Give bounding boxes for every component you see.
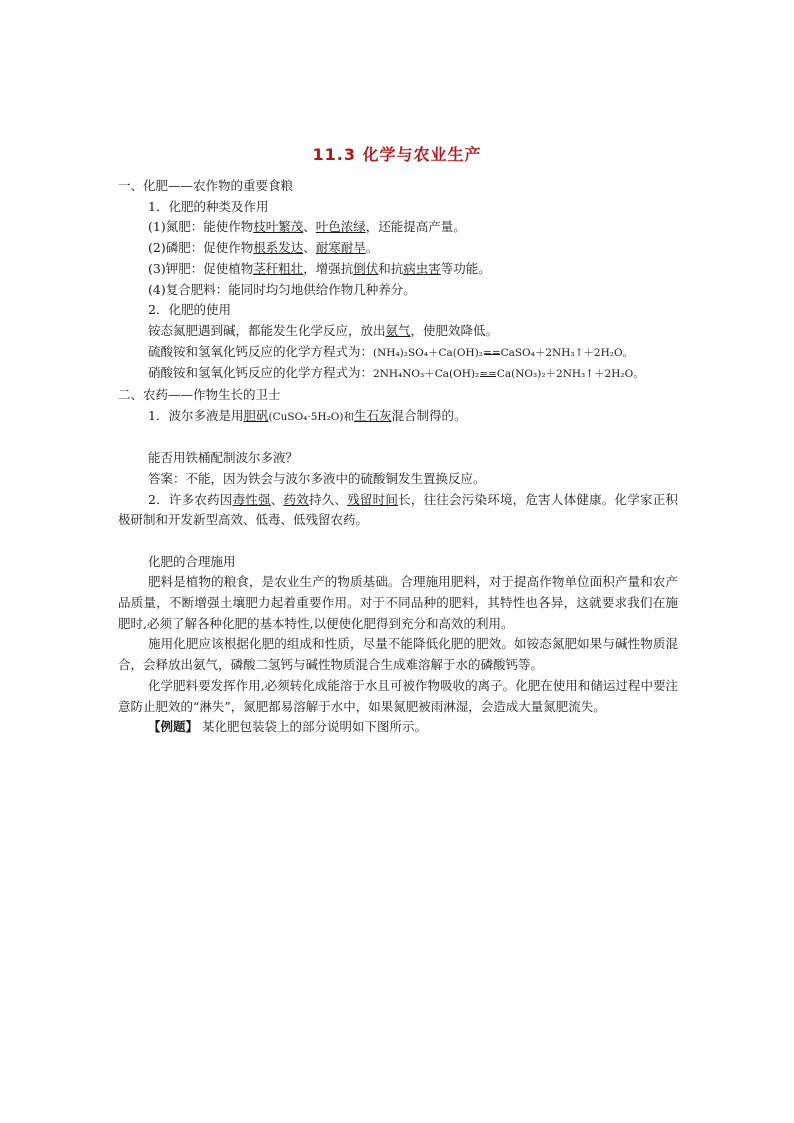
example-tag: 【例题】 [148, 719, 199, 735]
underline-answer: 耐寒耐旱 [315, 240, 366, 256]
answer-line: 答案：不能，因为铁会与波尔多液中的硫酸铜发生置换反应。 [148, 470, 486, 486]
underline-answer: 毒性强 [232, 491, 271, 507]
section-heading-rational-use: 化肥的合理施用 [148, 553, 236, 569]
underline-answer: 病虫害 [403, 260, 441, 276]
underline-answer: 茎秆粗壮 [253, 260, 304, 276]
line-phosphorus: (2)磷肥：促使作物根系发达、耐寒耐旱。 [148, 240, 379, 256]
line-bordeaux: 1．波尔多液是用胆矾(CuSO₄·5H₂O)和生石灰混合制得的。 [148, 407, 467, 423]
line-compound: (4)复合肥料：能同时均匀地供给作物几种养分。 [148, 281, 416, 297]
underline-answer: 生石灰 [353, 407, 392, 423]
spacer [118, 427, 678, 448]
section-heading-fertilizer: 一、化肥——农作物的重要食粮 [118, 178, 294, 193]
line-ammonium-alkali: 铵态氮肥遇到碱，都能发生化学反应，放出氨气，使肥效降低。 [148, 322, 499, 338]
question-line: 能否用铁桶配制波尔多液？ [148, 450, 299, 466]
underline-answer: 枝叶繁茂 [253, 219, 304, 235]
underline-answer: 倒伏 [353, 260, 379, 276]
line-nitrogen: (1)氮肥：能使作物枝叶繁茂、叶色浓绿，还能提高产量。 [148, 219, 466, 235]
paragraph-1: 肥料是植物的粮食，是农业生产的物质基础。合理施用肥料，对于提高作物单位面积产量和农产品质量，不断增强土壤肥力起着重要作用。对于不同品种的肥料，其特性也各异，这就要求我们在施肥时,必须了解各种化肥的基本特性,以便使化肥得到充分和高效的利用。 [118, 574, 678, 631]
line-potassium: (3)钾肥：促使植物茎秆粗壮，增强抗倒伏和抗病虫害等功能。 [148, 260, 491, 276]
section-heading-pesticide: 二、农药——作物生长的卫士 [118, 387, 281, 403]
underline-answer: 药效 [283, 491, 309, 507]
underline-answer: 氨气 [385, 322, 411, 338]
underline-answer: 残留时间 [347, 491, 399, 507]
formula-1: (NH₄)₂SO₄＋Ca(OH)₂==CaSO₄＋2NH₃↑＋2H₂O。 [373, 347, 633, 359]
underline-answer: 根系发达 [253, 240, 304, 256]
subheading-usage: 2．化肥的使用 [148, 302, 231, 318]
underline-answer: 叶色浓绿 [315, 219, 366, 235]
example-line: 【例题】 某化肥包装袋上的部分说明如下图所示。 [148, 719, 427, 735]
spacer [118, 531, 678, 552]
line-equation-1: 硫酸铵和氢氧化钙反应的化学方程式为：(NH₄)₂SO₄＋Ca(OH)₂==CaSO₄＋2NH₃↑＋2H₂O。 [118, 342, 678, 364]
pesticide-paragraph: 2．许多农药因毒性强、药效持久、残留时间长，往往会污染环境，危害人体健康。化学家正积极研制和开发新型高效、低毒、低残留农药。 [118, 491, 678, 528]
line-equation-2: 硝酸铵和氢氧化钙反应的化学方程式为：2NH₄NO₃＋Ca(OH)₂==Ca(NO₃)₂＋2NH₃↑＋2H₂O。 [118, 363, 678, 385]
paragraph-3: 化学肥料要发挥作用,必须转化成能溶于水且可被作物吸收的离子。化肥在使用和储运过程中要注意防止肥效的“淋失”，氮肥都易溶解于水中，如果氮肥被雨淋湿，会造成大量氮肥流失。 [118, 677, 678, 714]
formula-2: 2NH₄NO₃＋Ca(OH)₂==Ca(NO₃)₂＋2NH₃↑＋2H₂O。 [373, 368, 644, 380]
equals-sign: == [483, 343, 501, 364]
document-body [118, 176, 678, 738]
paragraph-2: 施用化肥应该根据化肥的组成和性质，尽量不能降低化肥的肥效。如铵态氮肥如果与碱性物质混合，会释放出氨气，磷酸二氢钙与碱性物质混合生成难溶解于水的磷酸钙等。 [118, 636, 678, 673]
subheading-types: 1．化肥的种类及作用 [148, 198, 269, 214]
underline-answer: 胆矾 [243, 407, 269, 423]
page-title: 11.3 化学与农业生产 [312, 145, 482, 164]
equals-sign: == [479, 364, 497, 385]
